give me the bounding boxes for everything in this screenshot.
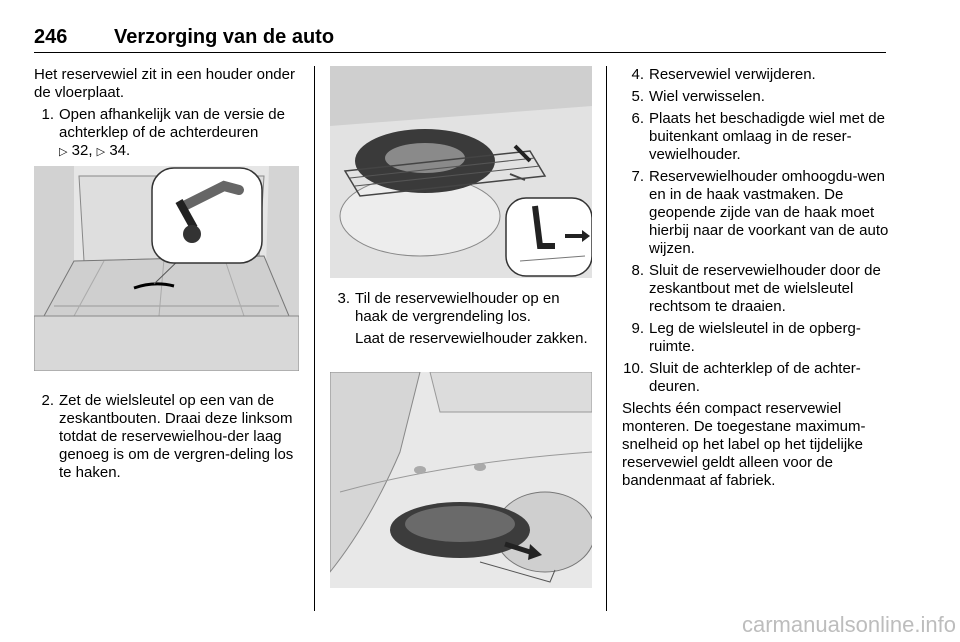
- list-item: 7. Reservewielhouder omhoogdu-wen en in de haak vastmaken. De geopende zijde van de haak moet hierbij naar de voorkant van de auto wijzen.: [631, 168, 889, 257]
- note-paragraph: Slechts één compact reservewiel monteren. De toegestane maximum-snelheid op het label op het tijdelijke reservewiel geldt alleen voor de bandenmaat af fabriek.: [622, 400, 866, 489]
- step-number: 2.: [41, 392, 54, 409]
- step-text: Til de reservewielhouder op en haak de vergrendeling los.: [355, 290, 560, 325]
- step-text: Zet de wielsleutel op een van de zeskantbouten. Draai deze linksom totdat de reservewielhou-der laag genoeg is om de vergren-deling los te haken.: [59, 392, 294, 481]
- list-item: 10. Sluit de achterklep of de achter-deuren.: [623, 360, 861, 395]
- list-item: [34, 392, 302, 482]
- column-1-lower: [34, 392, 302, 486]
- column-3: [622, 66, 890, 494]
- watermark: carmanualsonline.info: [741, 612, 956, 637]
- intro-paragraph: Het reservewiel zit in een houder onder de vloerplaat.: [34, 66, 295, 101]
- step-list: [34, 392, 302, 482]
- column-divider: [314, 66, 315, 611]
- list-item: [330, 290, 596, 348]
- arrow-right-icon: ▷: [59, 146, 68, 158]
- column-divider: [606, 66, 607, 611]
- list-item: 4. Reservewiel verwijderen.: [631, 66, 816, 83]
- illustration-lowered-spare-wheel: [330, 372, 592, 588]
- column-1: [34, 66, 302, 165]
- column-2: [330, 290, 596, 352]
- step-list: [330, 290, 596, 348]
- illustration-cargo-floor: [34, 166, 299, 371]
- cross-reference-link[interactable]: ▷ 34.: [96, 142, 131, 159]
- list-item: 9. Leg de wielsleutel in de opberg-ruimte.: [631, 320, 861, 355]
- list-item: 5. Wiel verwisselen.: [631, 88, 765, 105]
- illustration-spare-wheel-carrier: [330, 66, 592, 278]
- arrow-right-icon: ▷: [96, 146, 106, 158]
- list-item: [34, 106, 302, 161]
- step-number: 1.: [41, 106, 54, 123]
- step-subtext: Laat de reservewielhouder zakken.: [355, 330, 588, 347]
- step-number: 3.: [337, 290, 350, 307]
- list-item: 6. Plaats het beschadigde wiel met de buitenkant omlaag in de reser-vewielhouder.: [631, 110, 885, 163]
- step-text: Open afhankelijk van de versie de achterklep of de achterdeuren: [59, 106, 285, 141]
- step-list: [34, 106, 302, 161]
- list-item: 8. Sluit de reservewielhouder door de zeskantbout met de wielsleutel rechtsom te draaien.: [631, 262, 881, 315]
- page-title: Verzorging van de auto: [114, 26, 335, 48]
- page-number: 246: [34, 26, 68, 48]
- step-list: [622, 66, 890, 396]
- cross-reference-link[interactable]: ▷ 32,: [59, 142, 93, 159]
- page-header: [34, 26, 886, 53]
